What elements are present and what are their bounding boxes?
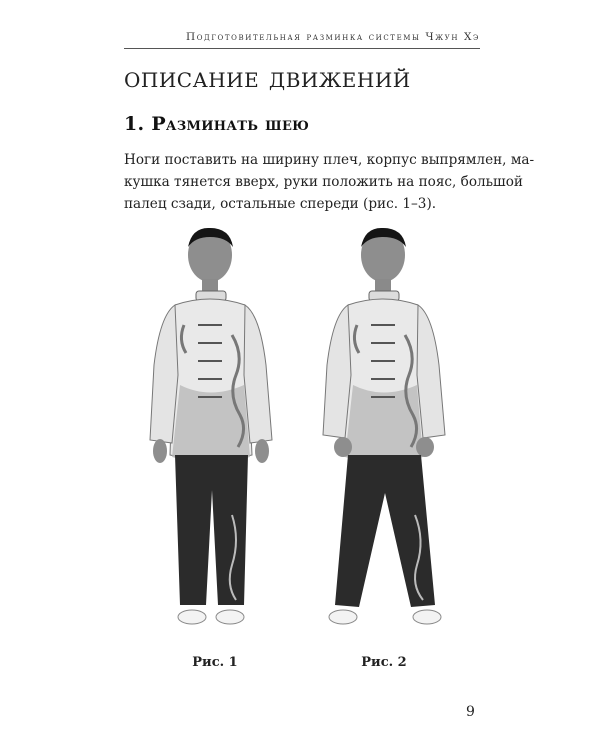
running-head: Подготовительная разминка системы Чжун Хэ (185, 31, 480, 43)
section-title: описание движений (124, 60, 411, 94)
page-number: 9 (466, 704, 475, 720)
body-line: палец сзади, остальные спереди (рис. 1–3). (124, 196, 437, 212)
standing-person-icon (150, 228, 272, 624)
figure-1-caption: Рис. 1 (192, 655, 238, 670)
running-head-rule (124, 48, 480, 49)
body-line: Ноги поставить на ширину плеч, корпус выпрямлен, ма- (124, 152, 535, 168)
figure-2-caption: Рис. 2 (361, 655, 407, 670)
figure-2-photo (313, 225, 463, 635)
figure-1-photo (140, 225, 290, 635)
body-line: кушка тянется вверх, руки положить на пояс, большой (124, 174, 523, 190)
standing-person-icon (323, 228, 445, 624)
exercise-title: 1. Разминать шею (124, 113, 310, 135)
body-paragraph (124, 149, 535, 215)
